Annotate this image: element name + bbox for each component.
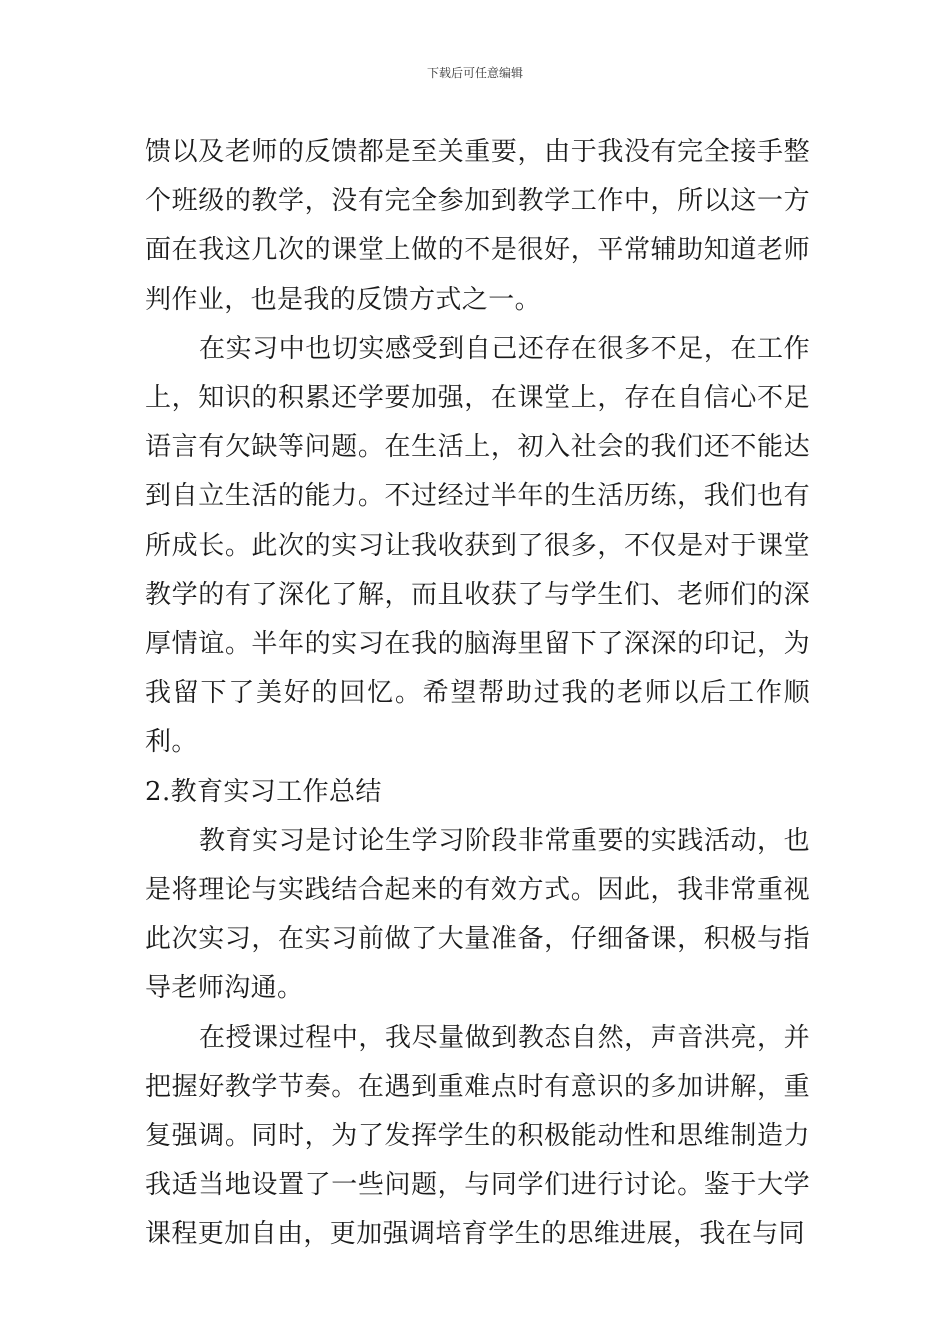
page-header: 下载后可任意编辑 xyxy=(426,66,523,80)
section-heading: 2.教育实习工作总结 xyxy=(145,776,382,807)
paragraph-teaching-process: 在授课过程中，我尽量做到教态自然，声音洪亮，并把握好教学节奏。在遇到重难点时有意识的多加讲解，重复强调。同时，为了发挥学生的积极能动性和思维制造力我适当地设置了一些问题，与同学们进行讨论。鉴于大学课程更加自由，更加强调培育学生的思维进展，我在与同 xyxy=(145,1022,810,1250)
paragraph-internship-reflection: 在实习中也切实感受到自己还存在很多不足，在工作上，知识的积累还学要加强，在课堂上，存在自信心不足语言有欠缺等问题。在生活上，初入社会的我们还不能达到自立生活的能力。不过经过半年的生活历练，我们也有所成长。此次的实习让我收获到了很多，不仅是对于课堂教学的有了深化了解，而且收获了与学生们、老师们的深厚情谊。半年的实习在我的脑海里留下了深深的印记，为我留下了美好的回忆。希望帮助过我的老师以后工作顺利。 xyxy=(145,333,810,758)
document-body xyxy=(145,128,810,1260)
paragraph-continuation: 馈以及老师的反馈都是至关重要，由于我没有完全接手整个班级的教学，没有完全参加到教学工作中，所以这一方面在我这几次的课堂上做的不是很好，平常辅助知道老师判作业，也是我的反馈方式之一。 xyxy=(145,137,810,315)
paragraph-internship-preparation: 教育实习是讨论生学习阶段非常重要的实践活动，也是将理论与实践结合起来的有效方式。因此，我非常重视此次实习，在实习前做了大量准备，仔细备课，积极与指导老师沟通。 xyxy=(145,825,810,1004)
